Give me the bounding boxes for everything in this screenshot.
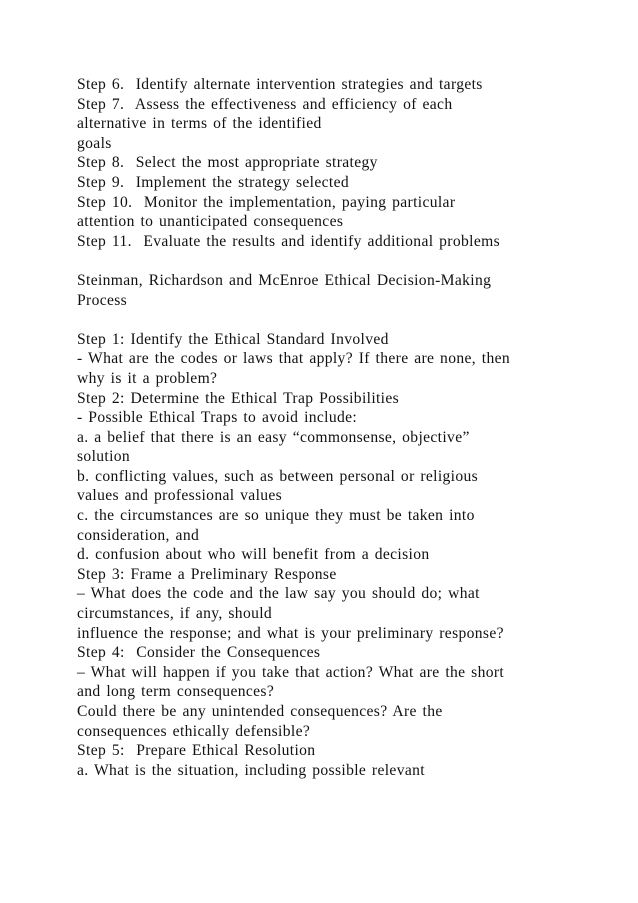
text-line: Step 11. Evaluate the results and identify additional problems <box>77 232 500 250</box>
text-line: Step 7. Assess the effectiveness and efficiency of each <box>77 95 453 113</box>
text-line: Step 9. Implement the strategy selected <box>77 173 349 191</box>
text-line: solution <box>77 448 131 466</box>
text-line: Step 8. Select the most appropriate strategy <box>77 154 378 172</box>
text-line: and long term consequences? <box>77 683 275 701</box>
text-line: b. conflicting values, such as between personal or religious <box>77 467 479 485</box>
text-line: alternative in terms of the identified <box>77 115 322 133</box>
text-line: why is it a problem? <box>77 369 218 387</box>
text-line: Step 1: Identify the Ethical Standard Involved <box>77 330 389 348</box>
text-line: - What are the codes or laws that apply? If there are none, then <box>77 350 511 368</box>
text-line: – What will happen if you take that action? What are the short <box>77 663 505 681</box>
text-line: a. a belief that there is an easy “commonsense, objective” <box>77 428 470 446</box>
text-line: goals <box>77 134 112 152</box>
text-line: Step 3: Frame a Preliminary Response <box>77 565 337 583</box>
text-line: Step 5: Prepare Ethical Resolution <box>77 742 316 760</box>
blank-line <box>77 310 625 330</box>
blank-line <box>77 251 625 271</box>
text-line: values and professional values <box>77 487 283 505</box>
text-line: Step 4: Consider the Consequences <box>77 644 321 662</box>
text-line: - Possible Ethical Traps to avoid include: <box>77 409 358 427</box>
text-line: consideration, and <box>77 526 200 544</box>
text-line: – What does the code and the law say you should do; what <box>77 585 480 603</box>
text-line: Could there be any unintended consequences? Are the <box>77 703 443 720</box>
text-line: Step 6. Identify alternate intervention strategies and targets <box>77 76 483 93</box>
text-line: Step 10. Monitor the implementation, paying particular <box>77 193 456 211</box>
text-line: consequences ethically defensible? <box>77 722 311 740</box>
text-line: a. What is the situation, including possible relevant <box>77 761 425 779</box>
text-line: Step 2: Determine the Ethical Trap Possibilities <box>77 389 400 407</box>
text-line: attention to unanticipated consequences <box>77 213 344 231</box>
text-line: c. the circumstances are so unique they must be taken into <box>77 507 475 525</box>
text-line: influence the response; and what is your preliminary response? <box>77 624 504 642</box>
text-line: circumstances, if any, should <box>77 605 273 623</box>
document-page <box>77 75 625 780</box>
section-heading: Steinman, Richardson and McEnroe Ethical Decision-Making <box>77 271 492 289</box>
section-heading: Process <box>77 291 128 309</box>
text-line: d. confusion about who will benefit from a decision <box>77 546 430 564</box>
